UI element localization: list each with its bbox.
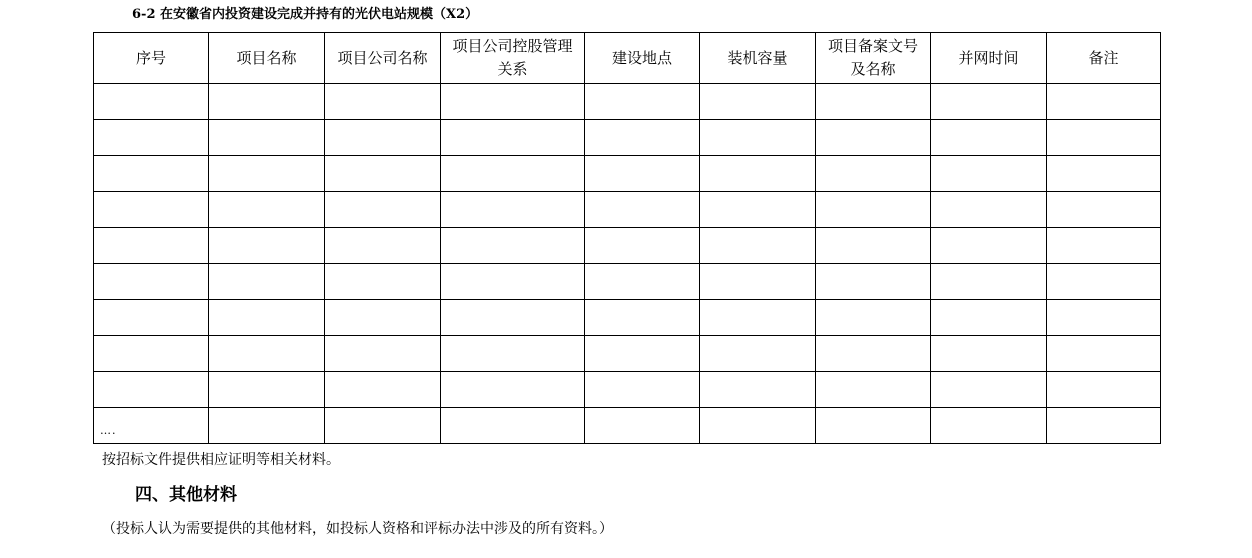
- table-cell: [94, 120, 209, 156]
- table-row: [94, 408, 1161, 444]
- table-cell: [441, 372, 585, 408]
- table-row: [94, 372, 1161, 408]
- table-cell: [441, 336, 585, 372]
- table-cell: [1047, 408, 1161, 444]
- header-project-company-name: 项目公司名称: [325, 33, 441, 84]
- header-filing-number: 项目备案文号及名称: [816, 33, 931, 84]
- table-cell: [325, 264, 441, 300]
- table-row: [94, 192, 1161, 228]
- table-cell: [931, 120, 1047, 156]
- table-row: [94, 120, 1161, 156]
- table-cell: [816, 84, 931, 120]
- table-cell: [816, 264, 931, 300]
- header-row: [94, 33, 1161, 84]
- table-cell: [325, 228, 441, 264]
- header-serial-number: 序号: [94, 33, 209, 84]
- header-holding-relationship: 项目公司控股管理关系: [441, 33, 585, 84]
- table-cell: [209, 408, 325, 444]
- table-cell: [325, 336, 441, 372]
- table-cell: [209, 264, 325, 300]
- table-cell: [931, 408, 1047, 444]
- table-cell: [700, 300, 816, 336]
- table-cell: [816, 336, 931, 372]
- table-cell: [931, 156, 1047, 192]
- table-cell: [441, 228, 585, 264]
- table-cell: [816, 228, 931, 264]
- table-cell: [585, 300, 700, 336]
- table-cell: [94, 192, 209, 228]
- table-cell: [209, 120, 325, 156]
- table-cell: [325, 192, 441, 228]
- table-cell: [441, 156, 585, 192]
- table-cell: [209, 336, 325, 372]
- table-cell: [700, 156, 816, 192]
- table-cell: [209, 228, 325, 264]
- table-cell: [441, 300, 585, 336]
- table-cell: [94, 156, 209, 192]
- table-cell: [700, 264, 816, 300]
- table-cell: [585, 228, 700, 264]
- table-cell: [441, 192, 585, 228]
- table-row: [94, 84, 1161, 120]
- table-cell: [931, 336, 1047, 372]
- table-cell: [931, 372, 1047, 408]
- section-note: （投标人认为需要提供的其他材料，如投标人资格和评标办法中涉及的所有资料。）: [102, 521, 613, 537]
- table-cell: [816, 120, 931, 156]
- table-cell: [816, 300, 931, 336]
- table-cell: [931, 264, 1047, 300]
- table-row: [94, 156, 1161, 192]
- table-cell: [325, 156, 441, 192]
- table-row: [94, 228, 1161, 264]
- table-cell: [816, 408, 931, 444]
- table-caption: 6-2 在安徽省内投资建设完成并持有的光伏电站规模（X2）: [132, 7, 479, 22]
- table-cell: [1047, 264, 1161, 300]
- table-cell: [325, 84, 441, 120]
- table-cell: [441, 84, 585, 120]
- table-cell: [585, 336, 700, 372]
- materials-note: 按招标文件提供相应证明等相关材料。: [102, 452, 340, 468]
- table-cell: [700, 228, 816, 264]
- table-cell: [816, 192, 931, 228]
- table-cell: [94, 336, 209, 372]
- table-cell: [441, 120, 585, 156]
- header-installed-capacity: 装机容量: [700, 33, 816, 84]
- table-cell: [1047, 120, 1161, 156]
- table-cell: [700, 408, 816, 444]
- table-cell: [816, 372, 931, 408]
- table-cell: [1047, 228, 1161, 264]
- table-cell: [585, 156, 700, 192]
- table-cell: [209, 192, 325, 228]
- table-cell: [94, 264, 209, 300]
- header-grid-connection-time: 并网时间: [931, 33, 1047, 84]
- table-row: [94, 336, 1161, 372]
- table-cell: [94, 84, 209, 120]
- table-cell: [94, 408, 209, 444]
- table-cell: [585, 264, 700, 300]
- table-cell: [325, 120, 441, 156]
- table-cell: [700, 372, 816, 408]
- table-cell: [931, 228, 1047, 264]
- table-cell: [700, 84, 816, 120]
- table-cell: [585, 408, 700, 444]
- table-cell: [1047, 192, 1161, 228]
- table-cell: [931, 300, 1047, 336]
- header-location: 建设地点: [585, 33, 700, 84]
- continuation-mark: ….: [100, 424, 117, 437]
- table-cell: [1047, 372, 1161, 408]
- table-row: [94, 300, 1161, 336]
- table-cell: [94, 300, 209, 336]
- table-cell: [816, 156, 931, 192]
- header-remarks: 备注: [1047, 33, 1161, 84]
- table-cell: [209, 84, 325, 120]
- table-cell: [1047, 84, 1161, 120]
- table-cell: [585, 372, 700, 408]
- table-cell: [94, 228, 209, 264]
- table-cell: [94, 372, 209, 408]
- table-cell: [325, 300, 441, 336]
- table-cell: [1047, 156, 1161, 192]
- header-project-name: 项目名称: [209, 33, 325, 84]
- table-cell: [209, 156, 325, 192]
- section-title: 四、其他材料: [135, 485, 237, 505]
- table-cell: [585, 84, 700, 120]
- table-cell: [325, 372, 441, 408]
- table-cell: [1047, 336, 1161, 372]
- table-cell: [209, 300, 325, 336]
- table-cell: [441, 408, 585, 444]
- table-row: [94, 264, 1161, 300]
- pv-station-table: [93, 32, 1161, 444]
- table-cell: [441, 264, 585, 300]
- table-cell: [700, 336, 816, 372]
- table-cell: [325, 408, 441, 444]
- table-cell: [585, 120, 700, 156]
- table-cell: [209, 372, 325, 408]
- table-cell: [585, 192, 700, 228]
- table-cell: [700, 192, 816, 228]
- table-cell: [931, 84, 1047, 120]
- table-cell: [700, 120, 816, 156]
- table-cell: [1047, 300, 1161, 336]
- table-cell: [931, 192, 1047, 228]
